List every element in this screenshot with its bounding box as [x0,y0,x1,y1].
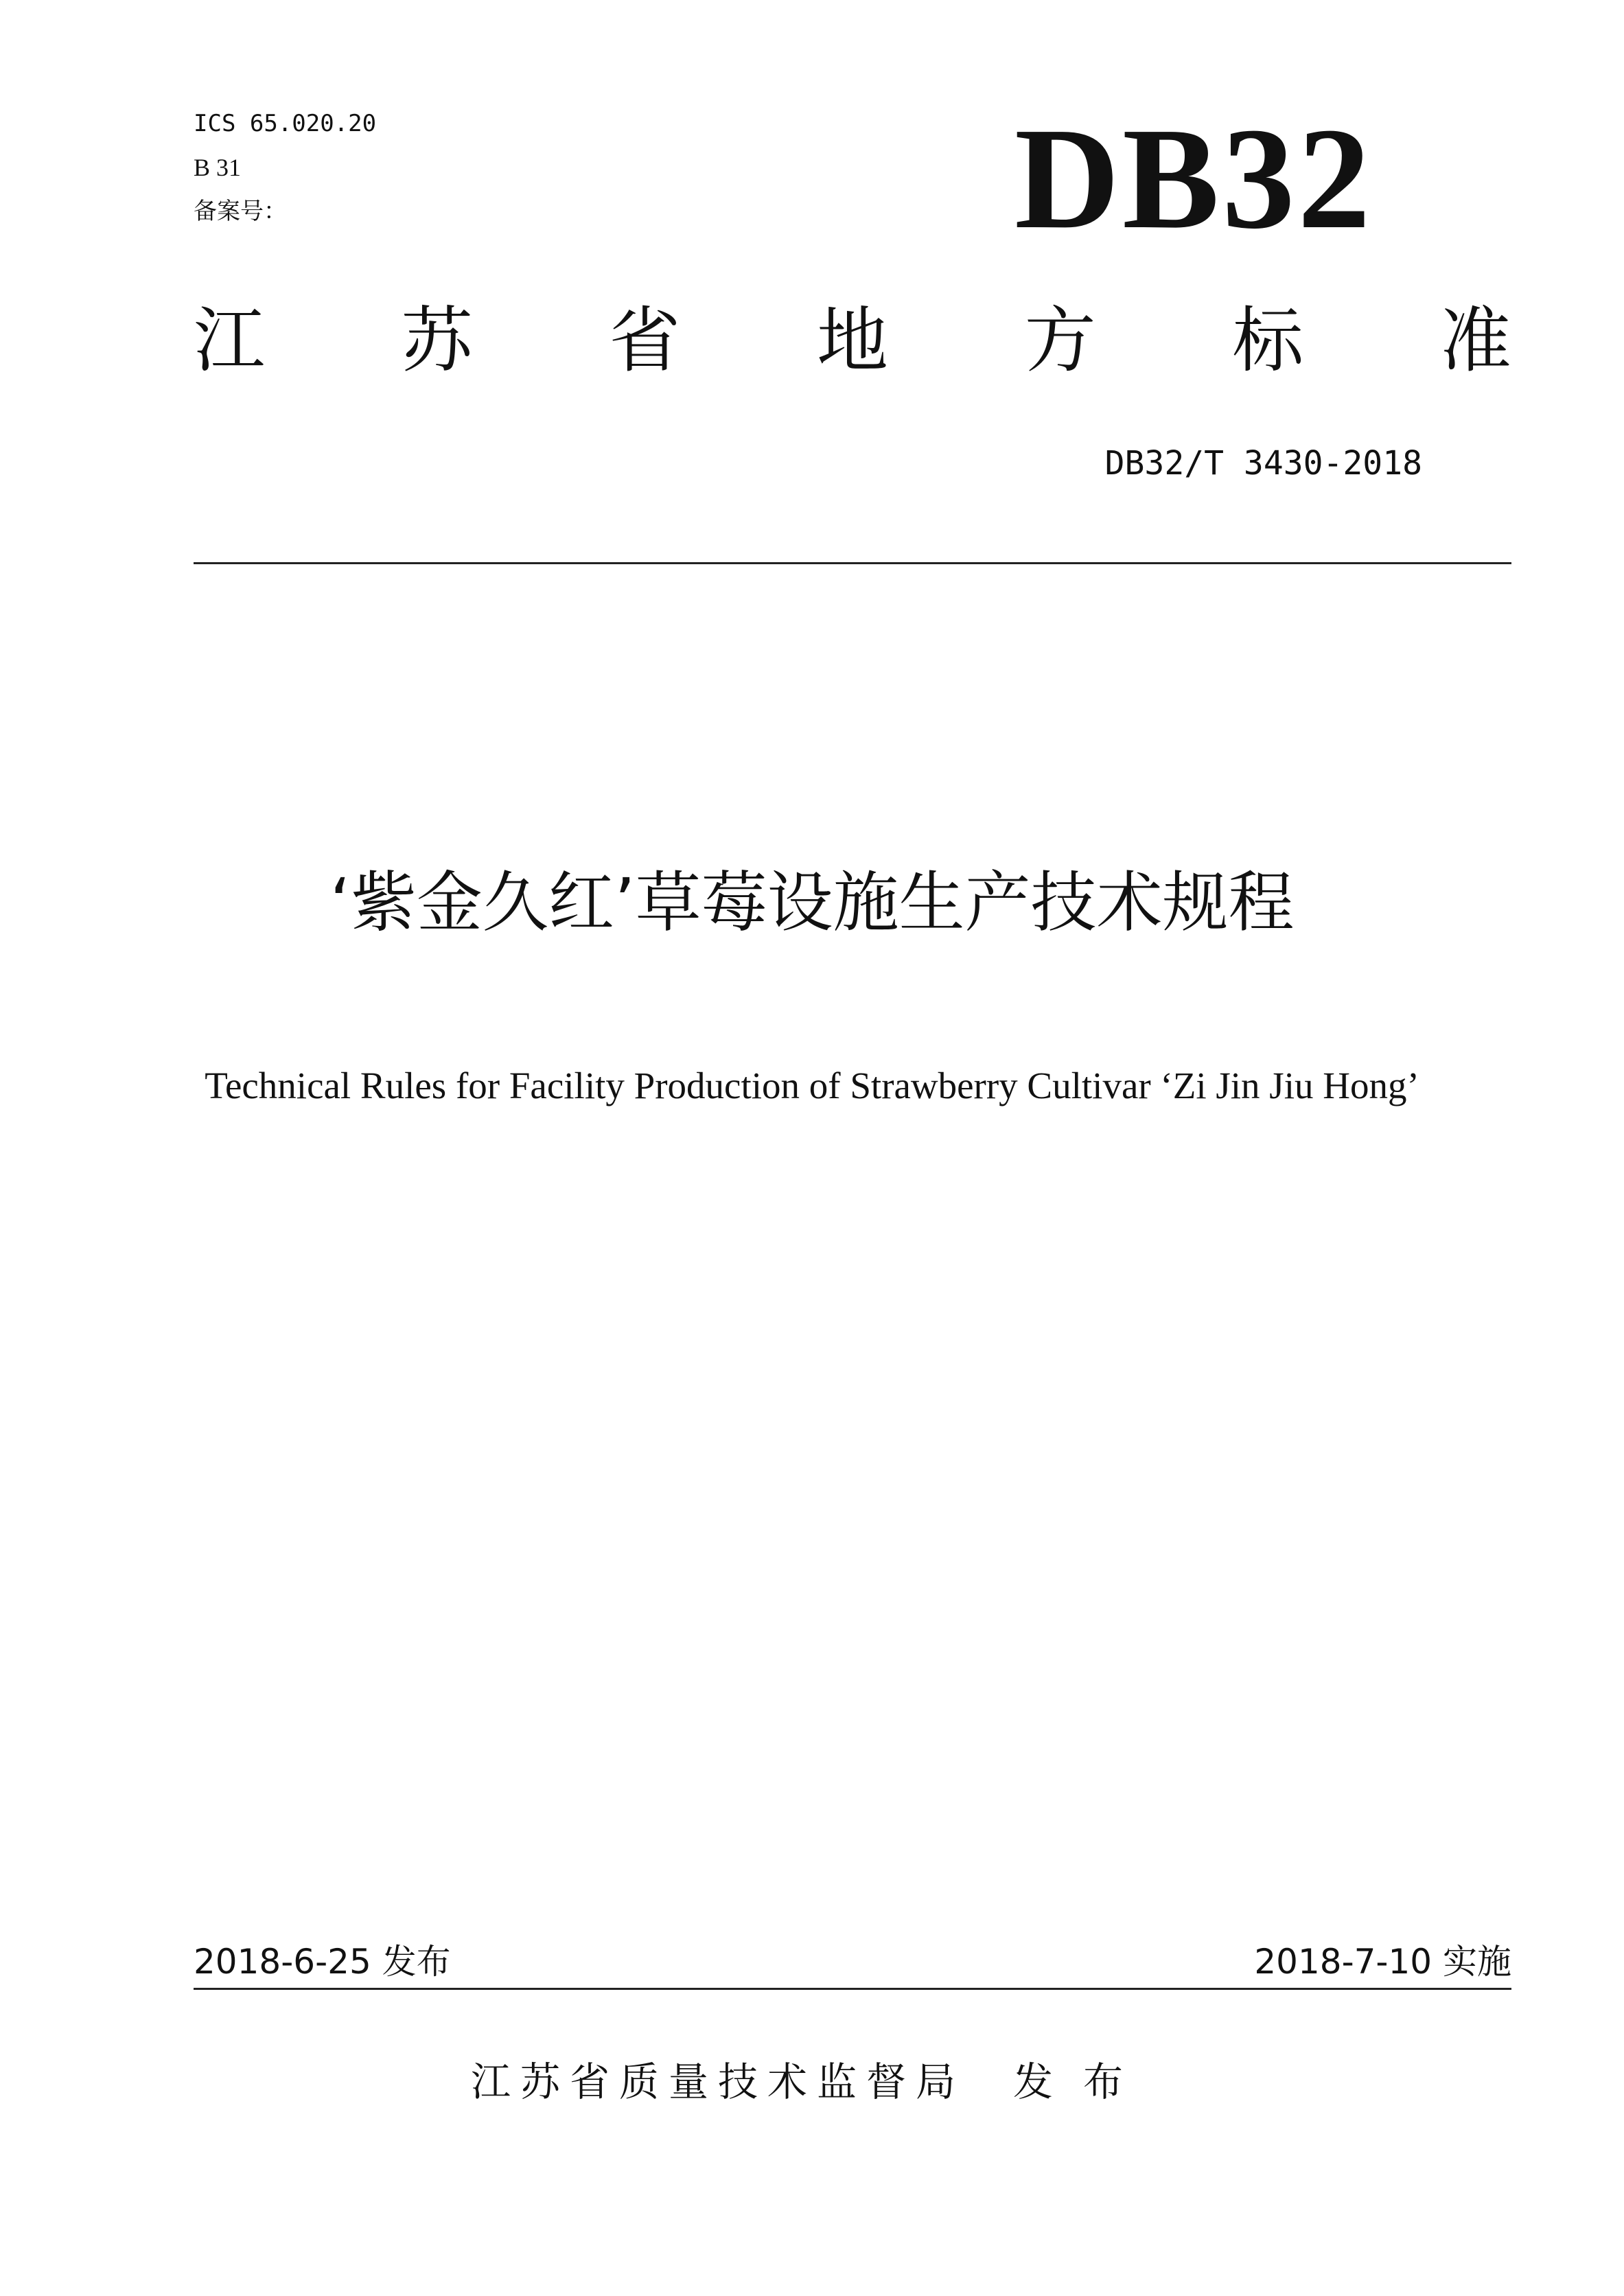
standard-title-char: 省 [609,299,681,382]
standard-title-char: 准 [1439,299,1511,382]
header-meta [194,102,605,233]
issue-date: 2018-6-25 发布 [194,1942,451,1982]
date-row [194,1937,1511,1986]
filing-label: 备案号： [194,198,287,225]
standard-title-char: 江 [194,299,266,382]
effective-date: 2018-7-10 实施 [1254,1942,1511,1982]
document-title-chinese: ‘紫金久红’草莓设施生产技术规程 [329,864,1295,941]
standard-title-char: 苏 [401,299,473,382]
publisher-name: 江苏省质量技术监督局 [470,2059,965,2105]
ics-code: ICS 65.020.20 [194,110,377,137]
standard-number: DB32/T 3430-2018 [1104,444,1422,483]
standard-category-title [194,292,1511,389]
footer-divider [194,1988,1511,1990]
standard-logo: DB32 [1014,97,1373,259]
header-divider [194,562,1511,564]
standard-title-char: 方 [1024,299,1096,382]
ccs-code: B 31 [194,154,242,181]
publisher-row [0,2051,1624,2113]
issue-word: 发布 [1013,2059,1154,2105]
document-title-english: Technical Rules for Facility Production of Strawberry Cultivar ‘Zi Jin Jiu Hong’ [205,1065,1419,1106]
standard-title-char: 标 [1232,299,1304,382]
standard-title-char: 地 [816,299,888,382]
